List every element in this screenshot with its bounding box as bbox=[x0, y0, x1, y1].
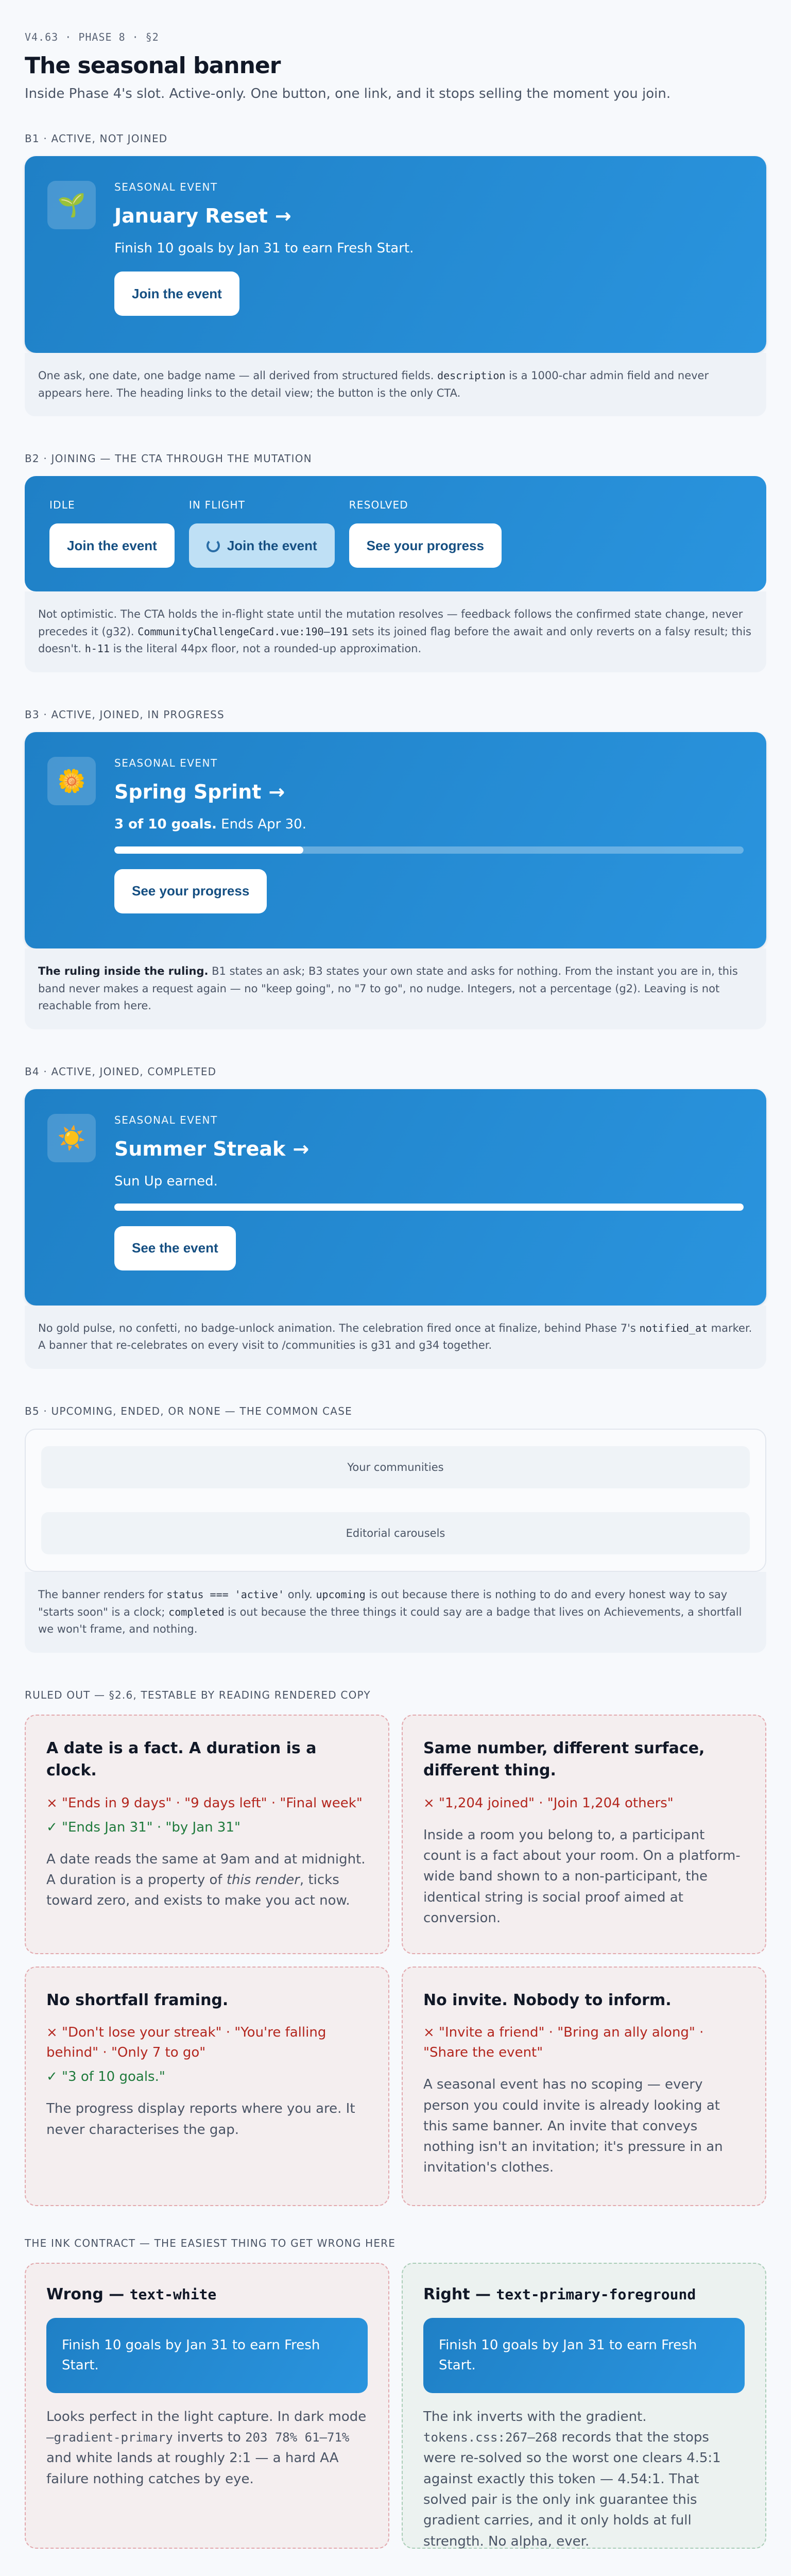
section-b5 bbox=[25, 1405, 766, 1653]
section-label: RULED OUT — §2.6, TESTABLE BY READING RENDERED COPY bbox=[25, 1688, 371, 1701]
banner-body bbox=[114, 1114, 744, 1283]
ink-card-right bbox=[402, 2263, 766, 2549]
rule-title: No invite. Nobody to inform. bbox=[423, 1991, 672, 2009]
progress-fill bbox=[114, 846, 303, 854]
placeholder-row-carousels: Editorial carousels bbox=[41, 1512, 750, 1554]
note-code: h-11 bbox=[84, 642, 110, 655]
event-label: SEASONAL EVENT bbox=[114, 181, 218, 193]
rule-title: Same number, different surface, different thing. bbox=[423, 1739, 705, 1780]
note-b4 bbox=[25, 1306, 766, 1369]
event-title: Spring Sprint bbox=[114, 780, 262, 803]
banner-b3 bbox=[25, 732, 766, 948]
rule-bad-examples: × "Don't lose your streak" · "You're falling behind" · "Only 7 to go" bbox=[46, 2025, 326, 2061]
rule-body bbox=[46, 1849, 368, 1911]
event-label: SEASONAL EVENT bbox=[114, 1113, 218, 1126]
state-idle bbox=[49, 499, 175, 568]
note-b2 bbox=[25, 591, 766, 672]
section-b2 bbox=[25, 452, 766, 672]
arrow-right-icon: → bbox=[268, 780, 285, 803]
ink-sample-banner: Finish 10 goals by Jan 31 to earn Fresh Start. bbox=[46, 2318, 368, 2393]
ink-body-text: records that the stops were re-solved so the worst one clears 4.5:1 against exactly this token — 4.54:1. That solved pair is the only ink guarantee this gradient carries, and it only holds at full strength. No alpha, ever. bbox=[423, 2430, 721, 2549]
join-event-button[interactable]: Join the event bbox=[114, 272, 239, 316]
rule-card-shortfall bbox=[25, 1967, 389, 2206]
rule-good-examples: ✓ "Ends Jan 31" · "by Jan 31" bbox=[46, 1819, 240, 1835]
ink-body bbox=[423, 2406, 745, 2552]
event-title-link[interactable] bbox=[114, 1138, 744, 1160]
banner-b1 bbox=[25, 156, 766, 353]
rule-bad-examples: × "Invite a friend" · "Bring an ally along" · "Share the event" bbox=[423, 2025, 704, 2061]
ink-card-wrong bbox=[25, 2263, 389, 2549]
section-b4 bbox=[25, 1065, 766, 1369]
button-label: Join the event bbox=[227, 537, 317, 553]
note-code: completed bbox=[168, 1605, 225, 1618]
section-label: B4 · ACTIVE, JOINED, COMPLETED bbox=[25, 1065, 217, 1078]
ink-title bbox=[46, 2285, 368, 2303]
event-title-link[interactable] bbox=[114, 781, 744, 803]
ink-body-text: Looks perfect in the light capture. In dark mode bbox=[46, 2409, 367, 2425]
state-label: RESOLVED bbox=[349, 499, 408, 512]
flower-icon: 🌼 bbox=[47, 757, 96, 805]
ink-body-text: inverts to bbox=[173, 2430, 246, 2446]
rule-bad-examples: × "1,204 joined" · "Join 1,204 others" bbox=[423, 1795, 674, 1811]
placeholder-row-communities: Your communities bbox=[41, 1446, 750, 1488]
page-subtitle: Inside Phase 4's slot. Active-only. One button, one link, and it stops selling the moment you join. bbox=[25, 86, 671, 101]
empty-state bbox=[25, 1429, 766, 1572]
progress-text bbox=[114, 817, 744, 832]
ink-body-code: —gradient-primary bbox=[46, 2430, 173, 2445]
rule-body-text: A date reads the same at 9am and at midnight. A duration is a property of bbox=[46, 1851, 366, 1888]
state-in-flight bbox=[189, 499, 335, 568]
section-label: B1 · ACTIVE, NOT JOINED bbox=[25, 132, 168, 145]
note-b1 bbox=[25, 353, 766, 416]
note-code: description bbox=[437, 369, 506, 382]
note-text: No gold pulse, no confetti, no badge-unlock animation. The celebration fired once at finalize, behind Phase 7's bbox=[38, 1321, 640, 1334]
note-text: Not optimistic. The CTA holds the in-flight state until the mutation resolves — feedback follows the confirmed state change, never precedes it (g32). bbox=[38, 608, 743, 638]
section-label: B5 · UPCOMING, ENDED, OR NONE — THE COMMON CASE bbox=[25, 1404, 352, 1417]
note-text: marker. A banner that re-celebrates on every visit to /communities is g31 and g34 together. bbox=[38, 1321, 752, 1352]
note-text: One ask, one date, one badge name — all derived from structured fields. bbox=[38, 369, 438, 382]
progress-end-date: Ends Apr 30. bbox=[216, 816, 306, 832]
progress-bar bbox=[114, 1204, 744, 1211]
section-ruled-out bbox=[25, 1689, 766, 2206]
ink-sample-banner: Finish 10 goals by Jan 31 to earn Fresh Start. bbox=[423, 2318, 745, 2393]
see-progress-button[interactable]: See your progress bbox=[114, 869, 267, 913]
see-progress-button[interactable]: See your progress bbox=[349, 523, 502, 568]
spinner-icon bbox=[207, 539, 220, 552]
note-bold: The ruling inside the ruling. bbox=[38, 964, 209, 977]
ink-grid bbox=[25, 2263, 766, 2549]
progress-fill bbox=[114, 1204, 744, 1211]
rule-good-examples: ✓ "3 of 10 goals." bbox=[46, 2069, 165, 2085]
note-text: is out because there is nothing to do and every honest way to say "starts soon" is a clock; bbox=[38, 1588, 728, 1618]
rule-bad-examples: × "Ends in 9 days" · "9 days left" · "Final week" bbox=[46, 1795, 363, 1811]
event-title-link[interactable] bbox=[114, 205, 744, 227]
banner-body bbox=[114, 757, 744, 926]
note-text: The banner renders for bbox=[38, 1588, 167, 1601]
event-label: SEASONAL EVENT bbox=[114, 756, 218, 769]
section-label: B3 · ACTIVE, JOINED, IN PROGRESS bbox=[25, 708, 225, 721]
state-label: IN FLIGHT bbox=[188, 499, 246, 512]
join-event-button-idle[interactable]: Join the event bbox=[49, 523, 175, 568]
rule-body-text: , ticks toward zero, and exists to make you act now. bbox=[46, 1872, 350, 1909]
sprout-icon: 🌱 bbox=[47, 181, 96, 229]
join-event-button-in-flight[interactable] bbox=[189, 523, 335, 568]
ink-title-text: Right — bbox=[423, 2285, 496, 2303]
ink-title-code: text-white bbox=[129, 2285, 217, 2303]
see-event-button[interactable]: See the event bbox=[114, 1226, 236, 1270]
ink-body-text: The ink inverts with the gradient. bbox=[423, 2409, 647, 2425]
note-text: B1 states an ask; B3 states your own state and asks for nothing. From the instant you are in, this band never makes a request again — no "keep going", no "7 to go", no nudge. Integers, not a percentage (g2). Leaving is not reachable from here. bbox=[38, 964, 738, 1012]
ink-body-text: and white lands at roughly 2:1 — a hard AA failure nothing catches by eye. bbox=[46, 2450, 339, 2487]
rule-body: Inside a room you belong to, a participant count is a fact about your room. On a platform-wide band shown to a non-participant, the identical string is social proof aimed at conversion. bbox=[423, 1827, 741, 1926]
ink-body-code: tokens.css:267–268 bbox=[423, 2430, 558, 2445]
state-strip bbox=[25, 476, 766, 591]
note-text: is a 1000-char admin field and never appears here. The heading links to the detail view; the button is the only CTA. bbox=[38, 369, 709, 399]
note-code: upcoming bbox=[316, 1588, 366, 1601]
note-text: is out because the three things it could say are a badge that lives on Achievements, a shortfall we won't frame, and nothing. bbox=[38, 1605, 742, 1636]
section-label: THE INK CONTRACT — THE EASIEST THING TO GET WRONG HERE bbox=[25, 2236, 396, 2249]
page-eyebrow: V4.63 · PHASE 8 · §2 bbox=[25, 31, 159, 43]
page-title: The seasonal banner bbox=[25, 53, 281, 79]
sun-icon: ☀️ bbox=[47, 1114, 96, 1162]
note-code: CommunityChallengeCard.vue:190–191 bbox=[137, 625, 349, 638]
state-label: IDLE bbox=[49, 499, 75, 512]
rule-body: The progress display reports where you are. It never characterises the gap. bbox=[46, 2101, 355, 2138]
note-code: status === 'active' bbox=[166, 1588, 285, 1601]
note-code: notified_at bbox=[639, 1321, 708, 1334]
note-text: is the literal 44px floor, not a rounded-up approximation. bbox=[109, 642, 422, 655]
rule-body-em: this render bbox=[226, 1872, 300, 1888]
state-resolved bbox=[349, 499, 502, 568]
event-description: Sun Up earned. bbox=[114, 1173, 218, 1189]
section-b3 bbox=[25, 708, 766, 1029]
arrow-right-icon: → bbox=[293, 1137, 309, 1160]
ink-body-code: 203 78% 61–71% bbox=[245, 2430, 350, 2445]
rule-card-invite bbox=[402, 1967, 766, 2206]
progress-count: 3 of 10 goals. bbox=[114, 816, 217, 832]
event-description: Finish 10 goals by Jan 31 to earn Fresh Start. bbox=[114, 241, 414, 256]
section-ink bbox=[25, 2237, 766, 2549]
ink-title bbox=[423, 2285, 745, 2303]
ink-title-text: Wrong — bbox=[46, 2285, 130, 2303]
arrow-right-icon: → bbox=[274, 205, 291, 227]
note-b5 bbox=[25, 1572, 766, 1653]
section-b1 bbox=[25, 132, 766, 416]
event-title: Summer Streak bbox=[114, 1137, 286, 1160]
rule-title: A date is a fact. A duration is a clock. bbox=[46, 1739, 317, 1780]
event-title: January Reset bbox=[114, 205, 268, 227]
section-label: B2 · JOINING — THE CTA THROUGH THE MUTATION bbox=[25, 452, 312, 465]
note-text: sets its joined flag before the await and only reverts on a falsy result; this doesn't. bbox=[38, 625, 751, 655]
note-text: only. bbox=[284, 1588, 316, 1601]
rule-card-social-proof bbox=[402, 1715, 766, 1954]
rule-title: No shortfall framing. bbox=[46, 1991, 229, 2009]
ink-body bbox=[46, 2406, 368, 2489]
rule-body: A seasonal event has no scoping — every person you could invite is already looking at this same banner. An invite that conveys nothing isn't an invitation; it's pressure in an invitation's clothes. bbox=[423, 2077, 723, 2176]
ink-title-code: text-primary-foreground bbox=[496, 2285, 696, 2303]
banner-body bbox=[114, 181, 744, 330]
note-b3 bbox=[25, 948, 766, 1029]
ruled-out-grid bbox=[25, 1715, 766, 2206]
banner-b4 bbox=[25, 1089, 766, 1306]
progress-bar bbox=[114, 846, 744, 854]
rule-card-duration bbox=[25, 1715, 389, 1954]
